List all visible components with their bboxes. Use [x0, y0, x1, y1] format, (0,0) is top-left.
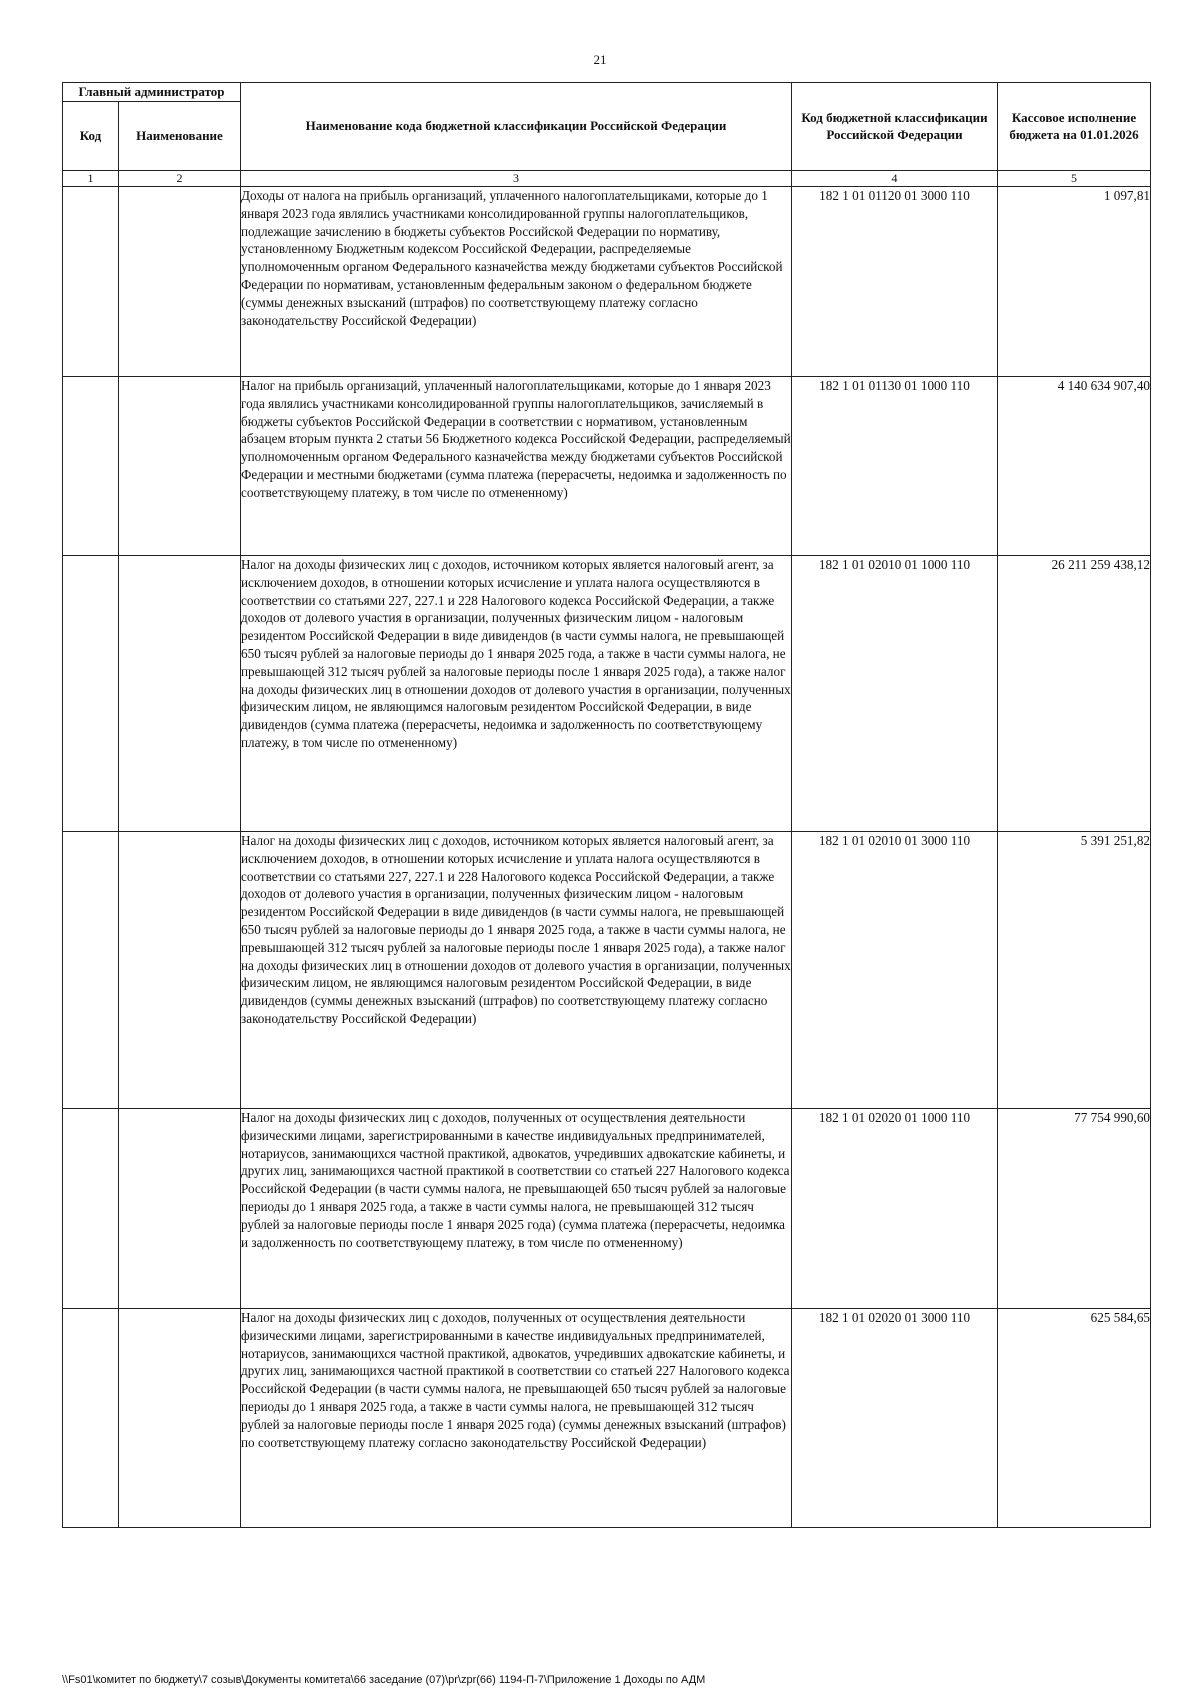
budget-code: 182 1 01 02020 01 3000 110: [792, 1309, 998, 1528]
budget-code: 182 1 01 01130 01 1000 110: [792, 377, 998, 556]
execution-amount: 625 584,65: [998, 1309, 1151, 1528]
header-cash-execution: Кассовое исполнение бюджета на 01.01.2026: [998, 83, 1151, 171]
execution-amount: 4 140 634 907,40: [998, 377, 1151, 556]
admin-code-cell: [63, 832, 119, 1109]
budget-code: 182 1 01 02020 01 1000 110: [792, 1109, 998, 1309]
table-row: [63, 556, 1151, 832]
header-classification-name: Наименование кода бюджетной классификации Российской Федерации: [241, 83, 792, 171]
execution-amount: 77 754 990,60: [998, 1109, 1151, 1309]
column-number: 3: [241, 171, 792, 187]
classification-description: Налог на доходы физических лиц с доходов, источником которых является налоговый агент, за исключением доходов, в отношении которых исчисление и уплата налога осуществляются в соответствии со статьями 227, 227.1 и 228 Налогового кодекса Российской Федерации, а также доходов от долевого участия в организации, полученных физическим лицом - налоговым резидентом Российской Федерации в виде дивидендов (в части суммы налога, не превышающей 650 тысяч рублей за налоговые периоды до 1 января 2025 года, а также в части суммы налога, не превышающей 312 тысяч рублей за налоговые периоды после 1 января 2025 года), а также налог на доходы физических лиц в отношении доходов от долевого участия в организации, полученных физическим лицом, не являющимся налоговым резидентом Российской Федерации, в виде дивидендов (суммы денежных взысканий (штрафов) по соответствующему платежу согласно законодательству Российской Федерации): [241, 832, 792, 1109]
admin-name-cell: [119, 187, 241, 377]
header-admin-code: Код: [63, 102, 119, 171]
admin-name-cell: [119, 556, 241, 832]
execution-amount: 1 097,81: [998, 187, 1151, 377]
column-number: 5: [998, 171, 1151, 187]
table-row: [63, 377, 1151, 556]
file-path-footer: \\Fs01\комитет по бюджету\7 созыв\Документы комитета\66 заседание (07)\pr\zpr(66) 1194-П-7\Приложение 1 Доходы по АДМ: [62, 1674, 706, 1686]
budget-code: 182 1 01 01120 01 3000 110: [792, 187, 998, 377]
admin-code-cell: [63, 556, 119, 832]
table-row: [63, 832, 1151, 1109]
header-main-administrator: Главный администратор: [63, 83, 241, 102]
admin-code-cell: [63, 1109, 119, 1309]
budget-code: 182 1 01 02010 01 3000 110: [792, 832, 998, 1109]
budget-revenue-table: [62, 82, 1151, 1528]
column-number: 4: [792, 171, 998, 187]
classification-description: Доходы от налога на прибыль организаций, уплаченного налогоплательщиками, которые до 1 января 2023 года являлись участниками консолидированной группы налогоплательщиков, подлежащие зачислению в бюджеты субъектов Российской Федерации по нормативу, установленному Бюджетным кодексом Российской Федерации, распределяемые уполномоченным органом Федерального казначейства между бюджетами субъектов Российской Федерации по нормативам, установленным федеральным законом о федеральном бюджете (суммы денежных взысканий (штрафов) по соответствующему платежу согласно законодательству Российской Федерации): [241, 187, 792, 377]
admin-code-cell: [63, 377, 119, 556]
admin-name-cell: [119, 1109, 241, 1309]
column-number: 2: [119, 171, 241, 187]
admin-name-cell: [119, 832, 241, 1109]
classification-description: Налог на доходы физических лиц с доходов, полученных от осуществления деятельности физическими лицами, зарегистрированными в качестве индивидуальных предпринимателей, нотариусов, занимающихся частной практикой, адвокатов, учредивших адвокатские кабинеты, и других лиц, занимающихся частной практикой в соответствии со статьей 227 Налогового кодекса Российской Федерации (в части суммы налога, не превышающей 650 тысяч рублей за налоговые периоды до 1 января 2025 года, а также в части суммы налога, не превышающей 312 тысяч рублей за налоговые периоды после 1 января 2025 года) (суммы денежных взысканий (штрафов) по соответствующему платежу согласно законодательству Российской Федерации): [241, 1309, 792, 1528]
execution-amount: 5 391 251,82: [998, 832, 1151, 1109]
column-number: 1: [63, 171, 119, 187]
table-row: [63, 1309, 1151, 1528]
header-admin-name: Наименование: [119, 102, 241, 171]
classification-description: Налог на доходы физических лиц с доходов, источником которых является налоговый агент, за исключением доходов, в отношении которых исчисление и уплата налога осуществляются в соответствии со статьями 227, 227.1 и 228 Налогового кодекса Российской Федерации, а также доходов от долевого участия в организации, полученных физическим лицом - налоговым резидентом Российской Федерации в виде дивидендов (в части суммы налога, не превышающей 650 тысяч рублей за налоговые периоды до 1 января 2025 года, а также в части суммы налога, не превышающей 312 тысяч рублей за налоговые периоды после 1 января 2025 года), а также налог на доходы физических лиц в отношении доходов от долевого участия в организации, полученных физическим лицом, не являющимся налоговым резидентом Российской Федерации, в виде дивидендов (сумма платежа (перерасчеты, недоимка и задолженность по соответствующему платежу, в том числе по отмененному): [241, 556, 792, 832]
admin-name-cell: [119, 1309, 241, 1528]
page-number: 21: [593, 52, 607, 67]
table-row: [63, 187, 1151, 377]
classification-description: Налог на прибыль организаций, уплаченный налогоплательщиками, которые до 1 января 2023 года являлись участниками консолидированной группы налогоплательщиков, зачисляемый в бюджеты субъектов Российской Федерации в соответствии с нормативом, установленным абзацем вторым пункта 2 статьи 56 Бюджетного кодекса Российской Федерации, распределяемый уполномоченным органом Федерального казначейства между бюджетами субъектов Российской Федерации и местными бюджетами (сумма платежа (перерасчеты, недоимка и задолженность по соответствующему платежу, в том числе по отмененному): [241, 377, 792, 556]
admin-code-cell: [63, 187, 119, 377]
admin-name-cell: [119, 377, 241, 556]
budget-code: 182 1 01 02010 01 1000 110: [792, 556, 998, 832]
table-row: [63, 1109, 1151, 1309]
classification-description: Налог на доходы физических лиц с доходов, полученных от осуществления деятельности физическими лицами, зарегистрированными в качестве индивидуальных предпринимателей, нотариусов, занимающихся частной практикой, адвокатов, учредивших адвокатские кабинеты, и других лиц, занимающихся частной практикой в соответствии со статьей 227 Налогового кодекса Российской Федерации (в части суммы налога, не превышающей 650 тысяч рублей за налоговые периоды до 1 января 2025 года, а также в части суммы налога, не превышающей 312 тысяч рублей за налоговые периоды после 1 января 2025 года) (сумма платежа (перерасчеты, недоимка и задолженность по соответствующему платежу, в том числе по отмененному): [241, 1109, 792, 1309]
admin-code-cell: [63, 1309, 119, 1528]
execution-amount: 26 211 259 438,12: [998, 556, 1151, 832]
header-budget-code: Код бюджетной классификации Российской Федерации: [792, 83, 998, 171]
